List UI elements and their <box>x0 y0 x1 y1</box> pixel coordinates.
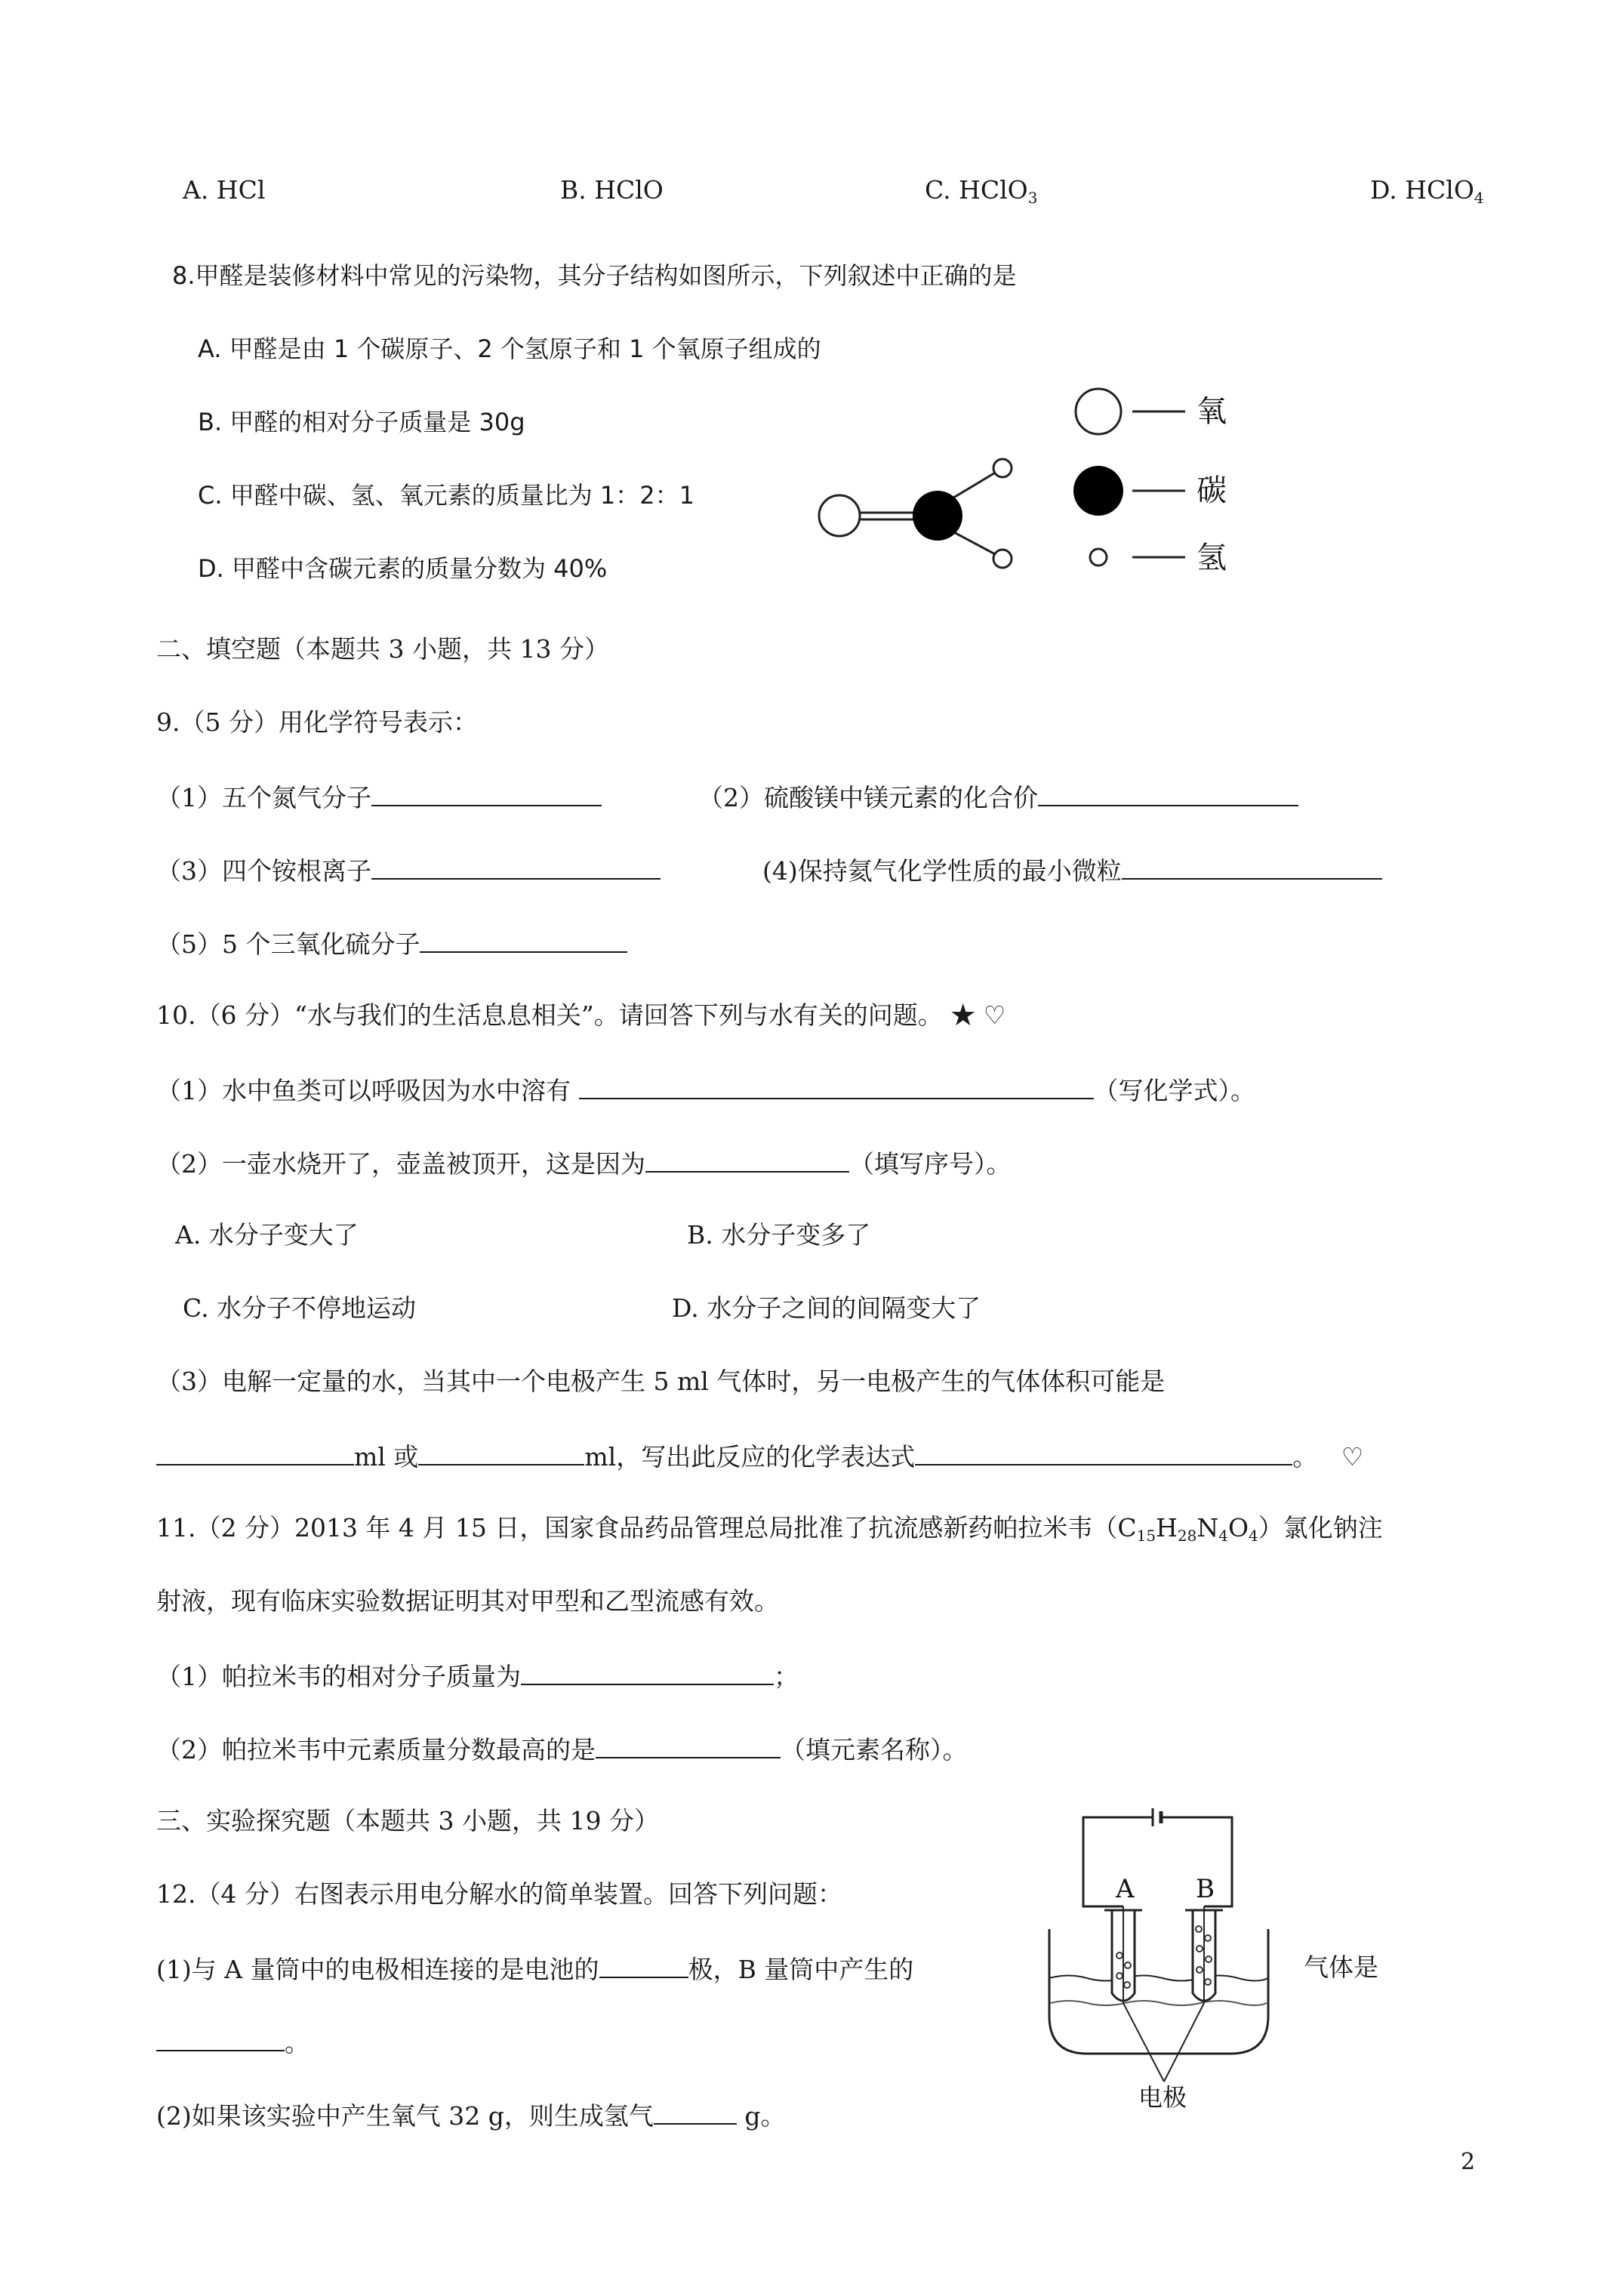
legend-oxygen: 氧 <box>1196 394 1227 429</box>
electrode-pointer-lines <box>1123 2003 1204 2082</box>
q7-option-d: D. HClO$_4$ <box>1370 175 1484 207</box>
heart-icon: ♡ <box>1341 1442 1364 1472</box>
section-2-title: 二、填空题（本题共 3 小题，共 13 分） <box>156 634 609 664</box>
q10-option-b: B. 水分子变多了 <box>687 1220 871 1250</box>
section-3-title: 三、实验探究题（本题共 3 小题，共 19 分） <box>156 1806 659 1835</box>
q10-option-d: D. 水分子之间的间隔变大了 <box>672 1293 981 1323</box>
answer-blank[interactable] <box>156 1438 354 1465</box>
q11-part-2: （2）帕拉米韦中元素质量分数最高的是 （填元素名称）。 <box>156 1731 968 1767</box>
tube-b <box>1185 1906 1223 2003</box>
q9-part-1: （1）五个氮气分子 <box>156 779 602 815</box>
hydrogen-atom <box>993 459 1012 477</box>
legend-carbon: 碳 <box>1196 473 1227 508</box>
answer-blank[interactable] <box>371 779 602 806</box>
q7-option-a: A. HCl <box>183 175 266 205</box>
water-trough <box>1049 1929 1268 2054</box>
legend-hydrogen: 氢 <box>1196 541 1227 575</box>
page-number: 2 <box>1461 2149 1476 2175</box>
q9-part-3: （3）四个铵根离子 <box>156 852 661 888</box>
electrolysis-apparatus-figure <box>1034 1801 1283 2110</box>
carbon-atom <box>913 491 962 541</box>
hydrogen-atom <box>993 550 1012 568</box>
q8-option-b: B. 甲醛的相对分子质量是 30g <box>198 408 525 436</box>
q12-part-2: (2)如果该实验中产生氧气 32 g，则生成氢气 g。 <box>156 2097 785 2133</box>
q11-part-1: （1）帕拉米韦的相对分子质量为 ； <box>156 1658 799 1693</box>
answer-blank[interactable] <box>654 2097 737 2125</box>
label-electrode: 电极 <box>1138 2083 1187 2110</box>
answer-blank[interactable] <box>371 852 661 880</box>
q8-option-d: D. 甲醛中含碳元素的质量分数为 40% <box>198 554 608 583</box>
answer-blank[interactable] <box>521 1658 774 1685</box>
q7-option-c: C. HClO$_3$ <box>925 175 1038 207</box>
molecule-structure <box>819 459 1012 568</box>
q10-part-1: （1）水中鱼类可以呼吸因为水中溶有 （写化学式）。 <box>156 1072 1255 1108</box>
tube-a <box>1104 1906 1142 2003</box>
answer-blank[interactable] <box>645 1145 849 1173</box>
q12-part-1-end: 。 <box>156 2024 310 2060</box>
q9-part-2: （2）硫酸镁中镁元素的化合价 <box>698 779 1298 815</box>
q10-stem: 10.（6 分）“水与我们的生活息息相关”。请回答下列与水有关的问题。 ★ ♡ <box>156 1000 1006 1030</box>
q8-option-a: A. 甲醛是由 1 个碳原子、2 个氢原子和 1 个氧原子组成的 <box>198 334 821 363</box>
answer-blank[interactable] <box>599 1951 688 1978</box>
label-b: B <box>1196 1874 1215 1904</box>
q10-part-3-answers: ml 或 ml，写出此反应的化学表达式 。 ♡ <box>156 1438 1363 1474</box>
q8-option-c: C. 甲醛中碳、氢、氧元素的质量比为 1：2：1 <box>198 481 694 510</box>
q10-part-3: （3）电解一定量的水，当其中一个电极产生 5 ml 气体时，另一电极产生的气体体积可能是 <box>156 1367 1166 1396</box>
q11-stem: 11.（2 分）2013 年 4 月 15 日，国家食品药品管理总局批准了抗流感新药帕拉米韦$(C_{15}H_{28}N_4O_4)$氯化钠注 <box>156 1513 1383 1545</box>
answer-blank[interactable] <box>1122 852 1382 880</box>
answer-blank[interactable] <box>156 2024 285 2051</box>
answer-blank[interactable] <box>579 1072 1094 1099</box>
q7-option-b: B. HClO <box>560 175 664 205</box>
answer-blank[interactable] <box>596 1731 781 1758</box>
q12-part-1-gas: 气体是 <box>1304 1952 1378 1982</box>
heart-icon: ♡ <box>983 1000 1006 1030</box>
molecule-legend <box>1073 389 1227 575</box>
answer-blank[interactable] <box>418 1438 584 1465</box>
q9-part-4: (4)保持氦气化学性质的最小微粒 <box>762 852 1382 888</box>
q10-part-2: （2）一壶水烧开了，壶盖被顶开，这是因为 （填写序号）。 <box>156 1145 1012 1181</box>
formaldehyde-molecule-figure <box>808 370 1276 589</box>
q12-part-1: (1)与 A 量筒中的电极相连接的是电池的 极，B 量筒中产生的 <box>156 1951 913 1986</box>
answer-blank[interactable] <box>1038 779 1298 806</box>
q8-stem: 8.甲醛是装修材料中常见的污染物，其分子结构如图所示，下列叙述中正确的是 <box>172 261 1017 290</box>
q10-option-c: C. 水分子不停地运动 <box>183 1293 417 1323</box>
label-a: A <box>1116 1874 1135 1904</box>
q12-stem: 12.（4 分）右图表示用电分解水的简单装置。回答下列问题： <box>156 1879 842 1909</box>
q10-option-a: A. 水分子变大了 <box>175 1220 359 1250</box>
q9-stem: 9.（5 分）用化学符号表示： <box>156 707 478 737</box>
q9-part-5: （5）5 个三氧化硫分子 <box>156 926 627 961</box>
star-icon: ★ <box>950 1000 976 1030</box>
answer-blank[interactable] <box>420 926 627 953</box>
q11-stem-line-2: 射液，现有临床实验数据证明其对甲型和乙型流感有效。 <box>156 1586 779 1616</box>
oxygen-atom <box>819 495 860 536</box>
answer-blank[interactable] <box>915 1438 1292 1465</box>
